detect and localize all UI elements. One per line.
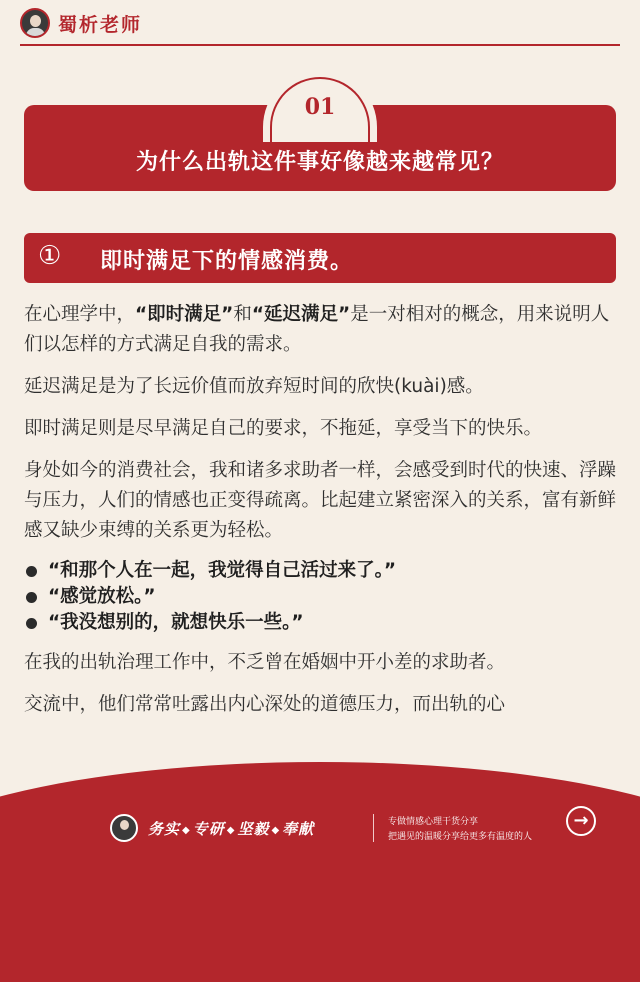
section-heading [24,233,616,283]
page-title: 为什么出轨这件事好像越来越常见？ [135,149,504,175]
quote-item: “我没想别的，就想快乐一些。” [24,610,624,636]
term-delayed-gratification: “延迟满足” [251,304,351,325]
term-instant-gratification: “即时满足” [135,304,234,325]
header-divider [20,44,620,46]
paragraph-3: 即时满足则是尽早满足自己的要求，不拖延，享受当下的快乐。 [24,418,543,439]
quote-item: “和那个人在一起，我觉得自己活过来了。” [24,558,624,584]
section-number: ① [38,241,62,271]
author-avatar[interactable] [20,8,50,38]
header [0,0,640,48]
next-arrow-icon[interactable]: → [566,806,596,836]
footer-divider [373,814,374,842]
footer-tagline-2: 把遇见的温暖分享给更多有温度的人 [388,832,533,842]
footer-tagline-1: 专做情感心理干货分享 [388,817,479,827]
quote-list [24,558,624,636]
brand-name: 蜀析老师 [58,14,143,36]
section-title: 即时满足下的情感消费。 [100,248,354,274]
paragraph-2: 延迟满足是为了长远价值而放弃短时间的欣快(kuài)感。 [24,376,484,397]
title-number-badge [263,70,377,142]
footer-background [0,762,640,982]
footer [0,800,640,853]
paragraph-6: 交流中，他们常常吐露出内心深处的道德压力，而出轨的心 [24,694,506,715]
paragraph-1: 在心理学中，“即时满足”和“延迟满足”是一对相对的概念，用来说明人们以怎样的方式满足自我的需求。 [24,304,610,355]
title-number: 01 [304,94,336,120]
footer-avatar[interactable] [110,814,138,842]
footer-slogan: 务实 ◆ 专研 ◆ 坚毅 ◆ 奉献 [148,820,315,838]
article-body [24,300,624,732]
paragraph-5: 在我的出轨治理工作中，不乏曾在婚姻中开小差的求助者。 [24,652,506,673]
quote-item: “感觉放松。” [24,584,624,610]
paragraph-4: 身处如今的消费社会，我和诸多求助者一样，会感受到时代的快速、浮躁与压力，人们的情感也正变得疏离。比起建立紧密深入的关系，富有新鲜感又缺少束缚的关系更为轻松。 [24,460,617,541]
